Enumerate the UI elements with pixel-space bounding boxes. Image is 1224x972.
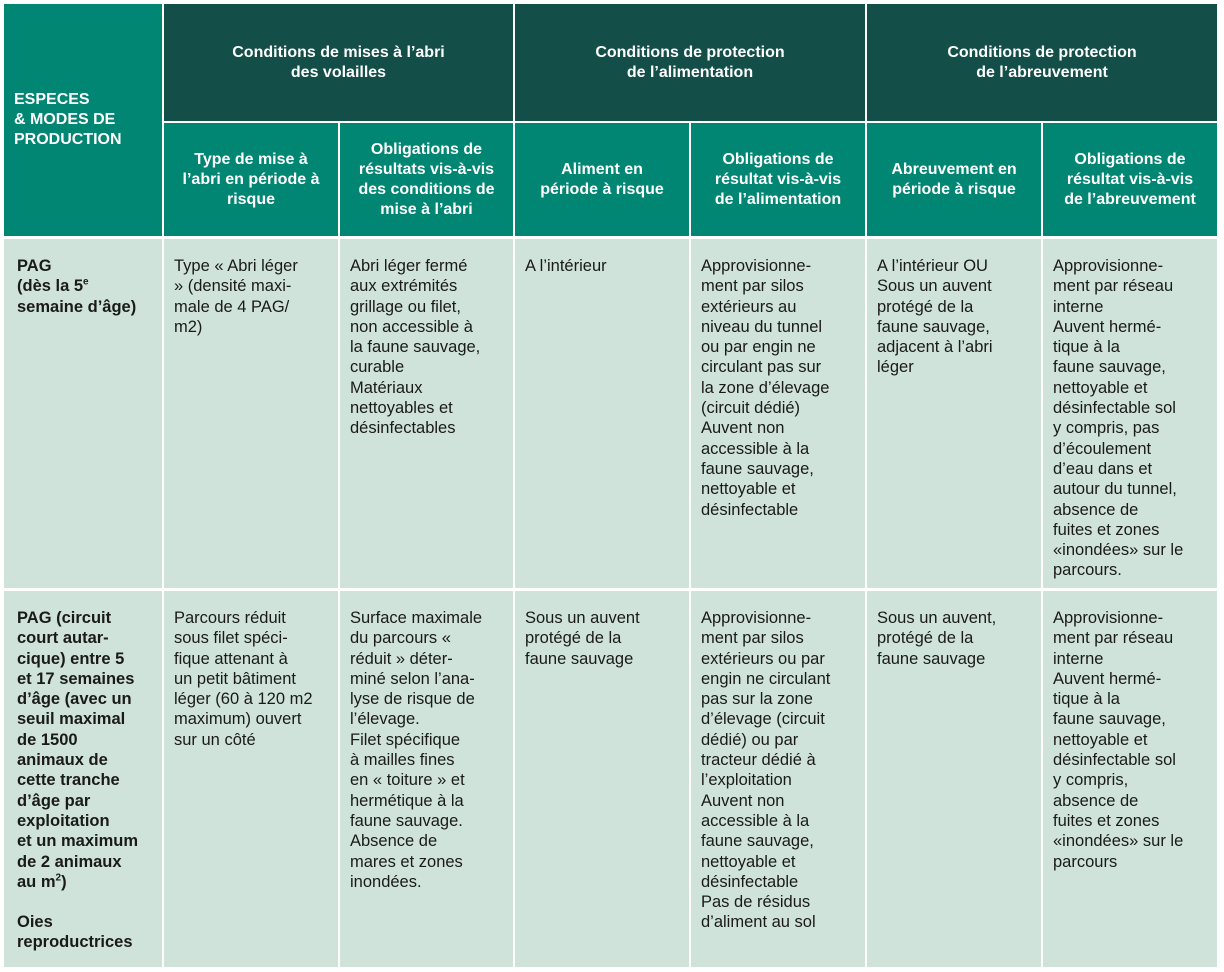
table-cell: Abri léger fermé aux extrémités grillage ou filet, non accessible à la faune sauvage, curable Matériaux nettoyables et désinfectables	[340, 239, 513, 588]
group-header-shelter	[164, 4, 513, 121]
table-cell: Surface maximale du parcours « réduit » déter- miné selon l’ana- lyse de risque de l’élevage. Filet spécifique à mailles fines en « toiture » et hermétique à la faune sauvage. Absence de mares et zones inondées.	[340, 591, 513, 967]
table-row-label	[4, 591, 162, 967]
row1-label-sup: e	[83, 276, 89, 288]
table-cell: A l’intérieur	[515, 239, 689, 588]
row2-label-sup: 2	[55, 872, 62, 884]
table-cell: Sous un auvent protégé de la faune sauvage	[515, 591, 689, 967]
row1-label-after: semaine d’âge)	[17, 297, 137, 316]
table-row-label	[4, 239, 162, 588]
group-header-feed	[515, 4, 865, 121]
table-cell: Approvisionne- ment par silos extérieurs ou par engin ne circulant pas sur la zone d’élevage (circuit dédié) ou par tracteur dédié à l’exploitation Auvent non accessible à la faune sauvage, nettoyable et désinfectable Pas de résidus d’aliment au sol	[691, 591, 865, 967]
subheader-water-obligations-label: Obligations de résultat vis-à-vis de l’abreuvement	[1064, 150, 1196, 208]
row2-label-after: )	[61, 872, 67, 891]
subheader-water	[867, 123, 1041, 236]
group-header-feed-label: Conditions de protection de l’alimentation	[595, 43, 785, 81]
subheader-feed-obligations-label: Obligations de résultat vis-à-vis de l’alimentation	[714, 150, 842, 208]
subheader-shelter-obligations	[340, 123, 513, 236]
row2-label-extra: Oies reproductrices	[17, 913, 133, 952]
subheader-feed-obligations	[691, 123, 865, 236]
group-header-water	[867, 4, 1217, 121]
table-cell: Sous un auvent, protégé de la faune sauvage	[867, 591, 1041, 967]
group-header-water-label: Conditions de protection de l’abreuvement	[947, 43, 1137, 81]
subheader-shelter-obligations-label: Obligations de résultats vis-à-vis des conditions de mise à l’abri	[358, 140, 495, 218]
table-cell: Type « Abri léger » (densité maxi- male de 4 PAG/ m2)	[164, 239, 338, 588]
row2-label-main: PAG (circuit court autar- cique) entre 5 et 17 semaines d’âge (avec un seuil maximal de 1500 animaux de cette tranche d’âge par exploitation et un maximum de 2 animaux au m	[17, 609, 139, 891]
subheader-water-label: Abreuvement en période à risque	[891, 160, 1017, 198]
table-cell: Approvisionne- ment par réseau interne Auvent hermé- tique à la faune sauvage, nettoyable et désinfectable sol y compris, absence de fuites et zones «inondées» sur le parcours	[1043, 591, 1217, 967]
subheader-water-obligations	[1043, 123, 1217, 236]
table-cell: Parcours réduit sous filet spéci- fique attenant à un petit bâtiment léger (60 à 120 m2 maximum) ouvert sur un côté	[164, 591, 338, 967]
header-species-production	[4, 4, 162, 236]
row1-label-main: PAG (dès la 5	[17, 257, 84, 296]
subheader-shelter-type	[164, 123, 338, 236]
table-cell: Approvisionne- ment par réseau interne Auvent hermé- tique à la faune sauvage, nettoyable et désinfectable sol y compris, pas d’écoulement d’eau dans et autour du tunnel, absence de fuites et zones «inondées» sur le parcours.	[1043, 239, 1217, 588]
subheader-feed	[515, 123, 689, 236]
table-cell: A l’intérieur OU Sous un auvent protégé de la faune sauvage, adjacent à l’abri léger	[867, 239, 1041, 588]
table-cell: Approvisionne- ment par silos extérieurs au niveau du tunnel ou par engin ne circulant pas sur la zone d’élevage (circuit dédié) Auvent non accessible à la faune sauvage, nettoyable et désinfectable	[691, 239, 865, 588]
subheader-shelter-type-label: Type de mise à l’abri en période à risque	[182, 150, 320, 208]
subheader-feed-label: Aliment en période à risque	[540, 160, 664, 198]
group-header-shelter-label: Conditions de mises à l’abri des volailles	[232, 43, 445, 81]
header-species-label: ESPECES & MODES DE PRODUCTION	[14, 91, 122, 148]
